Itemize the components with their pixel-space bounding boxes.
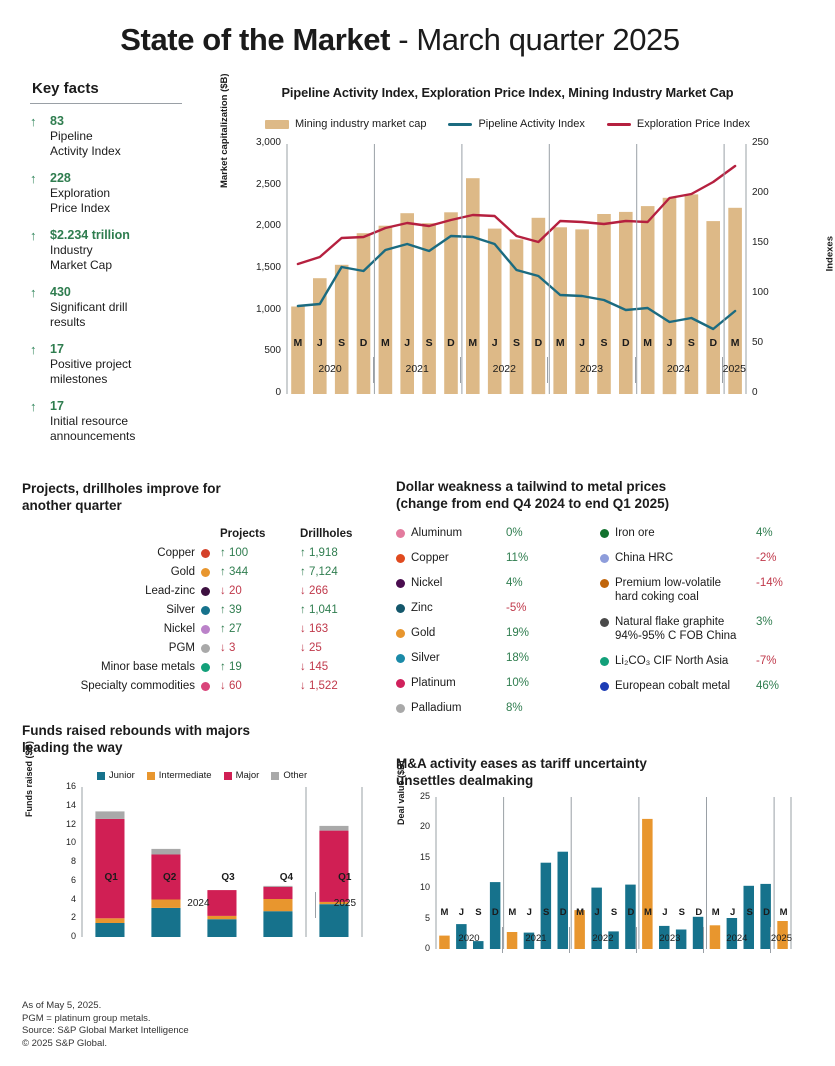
metal-label bbox=[600, 576, 756, 604]
x-tick-label: J bbox=[316, 337, 323, 349]
year-group-label: 2025 bbox=[315, 892, 374, 918]
metal-name: Silver bbox=[411, 652, 440, 664]
main-chart-legend bbox=[225, 118, 790, 130]
main-chart-title: Pipeline Activity Index, Exploration Price Index, Mining Industry Market Cap bbox=[281, 85, 734, 100]
legend-swatch bbox=[97, 772, 105, 780]
metal-change-value: 11% bbox=[506, 552, 529, 564]
year-group-label: 2025 bbox=[722, 357, 746, 383]
key-fact-label: Industry Market Cap bbox=[50, 243, 113, 272]
metal-label bbox=[396, 701, 506, 715]
main-chart-y-axis-label: Market capitalization ($B) bbox=[219, 73, 230, 188]
x-tick-label: D bbox=[359, 337, 368, 349]
metal-color-dot-icon bbox=[396, 604, 405, 613]
metal-label bbox=[396, 676, 506, 690]
year-group-label: 2022 bbox=[569, 927, 636, 953]
metal-color-dot-icon bbox=[600, 657, 609, 666]
trend-up-icon: ↑ bbox=[30, 114, 37, 129]
x-tick-label: M bbox=[576, 907, 585, 918]
metal-color-dot-icon bbox=[396, 704, 405, 713]
funds-raised-y-axis-label: Funds raised ($B) bbox=[24, 740, 34, 817]
key-fact-item bbox=[30, 285, 195, 329]
y-tick-label-right: 200 bbox=[752, 187, 769, 198]
y-tick-label: 2 bbox=[70, 912, 76, 923]
page-title bbox=[0, 0, 800, 58]
metal-color-dot-icon bbox=[396, 579, 405, 588]
x-tick-label: Q1 bbox=[338, 872, 352, 883]
legend-label: Other bbox=[283, 770, 308, 781]
metal-price-row bbox=[600, 615, 796, 643]
x-tick-label: M bbox=[711, 907, 720, 918]
table-row bbox=[22, 680, 382, 692]
funds-raised-panel bbox=[22, 722, 382, 972]
year-group-label: 2020 bbox=[318, 363, 342, 375]
legend-label: Junior bbox=[108, 770, 135, 781]
legend-swatch-line bbox=[448, 123, 472, 126]
trend-up-icon: ↑ bbox=[30, 228, 37, 243]
dollar-weakness-title-line1: Dollar weakness a tailwind to metal prices bbox=[396, 479, 667, 494]
drillholes-value: ↓ 1,522 bbox=[300, 680, 338, 692]
metal-label bbox=[396, 626, 506, 640]
projects-value: ↓ 3 bbox=[220, 642, 236, 654]
metal-color-dot-icon bbox=[396, 629, 405, 638]
y-tick-label: 15 bbox=[419, 851, 430, 862]
legend-label: Exploration Price Index bbox=[636, 118, 750, 130]
projects-table-body bbox=[22, 547, 382, 692]
metal-price-row bbox=[396, 551, 592, 565]
metal-name: Premium low-volatile hard coking coal bbox=[615, 577, 722, 603]
x-tick-label: S bbox=[513, 337, 521, 349]
metal-label bbox=[600, 679, 756, 693]
x-tick-label: Q4 bbox=[279, 872, 294, 883]
metal-change-value: 8% bbox=[506, 702, 523, 714]
drillholes-value: ↓ 163 bbox=[300, 623, 329, 635]
x-tick-label: D bbox=[559, 907, 567, 918]
key-fact-value: 83 bbox=[50, 114, 64, 128]
x-tick-label: S bbox=[610, 907, 618, 918]
metal-price-row bbox=[600, 679, 796, 693]
commodity-color-dot-icon bbox=[201, 606, 210, 615]
year-group-label: 2024 bbox=[187, 898, 210, 909]
x-tick-label: Q3 bbox=[221, 872, 235, 883]
y-tick-label: 5 bbox=[424, 912, 430, 923]
y-tick-label: 6 bbox=[70, 874, 76, 885]
x-tick-label: S bbox=[600, 337, 608, 349]
year-group-label: 2023 bbox=[636, 927, 703, 953]
year-group-label: 2021 bbox=[373, 357, 460, 383]
y-tick-label-right: 150 bbox=[752, 237, 769, 248]
metal-color-dot-icon bbox=[600, 554, 609, 563]
x-tick-label: J bbox=[404, 337, 411, 349]
metal-label bbox=[396, 601, 506, 615]
metal-label bbox=[600, 615, 756, 643]
metal-name: Copper bbox=[411, 552, 449, 564]
x-tick-label: M bbox=[643, 907, 652, 918]
x-tick-label: S bbox=[425, 337, 433, 349]
x-tick-label: S bbox=[475, 907, 482, 918]
y-tick-label-right: 0 bbox=[752, 387, 758, 398]
projects-column-header: Projects bbox=[220, 528, 266, 540]
commodity-label bbox=[22, 604, 220, 616]
commodity-label bbox=[22, 623, 220, 635]
year-group-label: 2022 bbox=[460, 357, 547, 383]
funds-raised-title: Funds raised rebounds with majors leading the way bbox=[22, 723, 251, 755]
drillholes-value: ↑ 7,124 bbox=[300, 566, 338, 578]
legend-label: Major bbox=[235, 770, 260, 781]
commodity-label bbox=[22, 547, 220, 559]
trend-up-icon: ↑ bbox=[30, 171, 37, 186]
metal-name: China HRC bbox=[615, 552, 674, 564]
legend-item bbox=[607, 118, 750, 130]
projects-value: ↑ 39 bbox=[220, 604, 242, 616]
metal-color-dot-icon bbox=[600, 579, 609, 588]
x-tick-label: M bbox=[555, 337, 565, 349]
x-tick-label: M bbox=[508, 907, 517, 918]
y-tick-label: 0 bbox=[424, 943, 430, 953]
x-tick-label: D bbox=[491, 907, 499, 918]
dollar-weakness-left-column bbox=[396, 526, 592, 726]
y-tick-label: 2,000 bbox=[255, 220, 281, 232]
footer-line-pgm: PGM = platinum group metals. bbox=[22, 1012, 151, 1024]
x-tick-label: S bbox=[543, 907, 550, 918]
x-tick-label: J bbox=[458, 907, 465, 918]
commodity-label bbox=[22, 642, 220, 654]
trend-up-icon: ↑ bbox=[30, 285, 37, 300]
projects-table-header bbox=[22, 528, 382, 540]
metal-price-row bbox=[396, 576, 592, 590]
table-row bbox=[22, 547, 382, 559]
funds-raised-year-row bbox=[82, 892, 374, 918]
commodity-color-dot-icon bbox=[201, 587, 210, 596]
key-facts-heading: Key facts bbox=[32, 80, 99, 97]
metal-label bbox=[600, 551, 756, 565]
commodity-name: Silver bbox=[166, 604, 195, 616]
dollar-weakness-columns bbox=[396, 526, 796, 726]
y-tick-label-right: 250 bbox=[752, 137, 769, 148]
y-tick-label: 16 bbox=[65, 781, 76, 791]
metal-change-value: -5% bbox=[506, 602, 527, 614]
metal-price-row bbox=[600, 551, 796, 565]
projects-value: ↓ 60 bbox=[220, 680, 242, 692]
metal-label bbox=[396, 551, 506, 565]
key-fact-label: Significant drill results bbox=[50, 300, 128, 329]
page-title-dash: - bbox=[390, 22, 417, 57]
main-chart-x-tick-row bbox=[287, 337, 746, 353]
drillholes-column-header: Drillholes bbox=[300, 528, 353, 540]
year-group-label: 2021 bbox=[502, 927, 569, 953]
drillholes-value: ↑ 1,041 bbox=[300, 604, 338, 616]
mna-x-axis bbox=[436, 907, 792, 955]
metal-label bbox=[396, 651, 506, 665]
x-tick-label: S bbox=[338, 337, 346, 349]
footer-line-as-of: As of May 5, 2025. bbox=[22, 1000, 102, 1011]
metal-price-row bbox=[600, 576, 796, 604]
x-tick-label: M bbox=[468, 337, 478, 349]
metal-label bbox=[396, 526, 506, 540]
x-tick-label: Q2 bbox=[162, 872, 177, 883]
legend-label: Pipeline Activity Index bbox=[478, 118, 585, 130]
key-fact-value: 430 bbox=[50, 285, 71, 299]
x-tick-label: D bbox=[709, 337, 718, 349]
x-tick-label: D bbox=[627, 907, 635, 918]
metal-change-value: 4% bbox=[756, 527, 773, 539]
projects-value: ↓ 20 bbox=[220, 585, 242, 597]
legend-item bbox=[97, 770, 135, 781]
metal-name: Palladium bbox=[411, 702, 462, 714]
key-fact-value: $2.234 trillion bbox=[50, 228, 130, 242]
key-fact-label: Pipeline Activity Index bbox=[50, 129, 121, 158]
metal-color-dot-icon bbox=[600, 529, 609, 538]
key-facts-divider bbox=[30, 103, 182, 104]
metal-price-row bbox=[396, 526, 592, 540]
metal-label bbox=[600, 654, 756, 668]
drillholes-value: ↑ 1,918 bbox=[300, 547, 338, 559]
metal-change-value: 10% bbox=[506, 677, 530, 689]
mna-year-row bbox=[436, 927, 792, 953]
x-tick-label: D bbox=[763, 907, 771, 918]
commodity-name: Gold bbox=[170, 566, 195, 578]
metal-name: Aluminum bbox=[411, 527, 463, 539]
metal-change-value: -14% bbox=[756, 577, 783, 589]
commodity-color-dot-icon bbox=[201, 644, 210, 653]
legend-swatch bbox=[271, 772, 279, 780]
y-tick-label: 0 bbox=[70, 931, 76, 941]
projects-title: Projects, drillholes improve for another quarter bbox=[22, 481, 221, 513]
metal-name: Gold bbox=[411, 627, 436, 639]
commodity-name: PGM bbox=[168, 642, 195, 654]
legend-swatch bbox=[224, 772, 232, 780]
key-fact-label: Initial resource announcements bbox=[50, 414, 136, 443]
y-tick-label: 0 bbox=[275, 387, 281, 398]
metal-change-value: 4% bbox=[506, 577, 523, 589]
projects-panel bbox=[22, 480, 382, 692]
main-chart bbox=[219, 73, 835, 455]
metal-price-row bbox=[396, 601, 592, 615]
mna-panel bbox=[396, 755, 796, 977]
metal-price-row bbox=[396, 676, 592, 690]
year-group-label: 2020 bbox=[458, 933, 480, 944]
commodity-label bbox=[22, 566, 220, 578]
drillholes-value: ↓ 145 bbox=[300, 661, 329, 673]
projects-value: ↑ 27 bbox=[220, 623, 242, 635]
metal-name: Iron ore bbox=[615, 527, 655, 539]
x-tick-label: J bbox=[491, 337, 498, 349]
metal-label bbox=[600, 526, 756, 540]
legend-item bbox=[147, 770, 212, 781]
metal-change-value: -2% bbox=[756, 552, 777, 564]
x-tick-label: M bbox=[440, 907, 449, 918]
metal-name: European cobalt metal bbox=[615, 680, 731, 692]
metal-change-value: 0% bbox=[506, 527, 523, 539]
legend-swatch-bar bbox=[265, 120, 289, 129]
drillholes-value: ↓ 266 bbox=[300, 585, 329, 597]
table-row bbox=[22, 623, 382, 635]
footer-line-copyright: © 2025 S&P Global. bbox=[22, 1037, 107, 1049]
commodity-label bbox=[22, 680, 220, 692]
legend-item bbox=[224, 770, 260, 781]
y-tick-label: 14 bbox=[65, 799, 76, 810]
y-tick-label-right: 100 bbox=[752, 287, 769, 298]
x-tick-label: M bbox=[643, 337, 653, 349]
table-row bbox=[22, 585, 382, 597]
x-tick-label: S bbox=[687, 337, 695, 349]
funds-raised-x-axis bbox=[82, 872, 374, 922]
dollar-weakness-right-column bbox=[600, 526, 796, 726]
projects-value: ↑ 344 bbox=[220, 566, 249, 578]
y-tick-label: 2,500 bbox=[255, 178, 281, 190]
trend-up-icon: ↑ bbox=[30, 342, 37, 357]
key-fact-item bbox=[30, 171, 195, 215]
key-facts-panel bbox=[30, 80, 195, 456]
y-tick-label: 1,500 bbox=[255, 262, 281, 273]
x-tick-label: M bbox=[730, 337, 740, 349]
commodity-color-dot-icon bbox=[201, 625, 210, 634]
y-tick-label: 25 bbox=[419, 791, 430, 801]
x-tick-label: M bbox=[779, 907, 788, 918]
legend-swatch bbox=[147, 772, 155, 780]
metal-color-dot-icon bbox=[396, 554, 405, 563]
y-tick-label: 3,000 bbox=[255, 137, 281, 148]
legend-label: Mining industry market cap bbox=[295, 118, 427, 130]
x-tick-label: M bbox=[380, 337, 390, 349]
key-fact-value: 17 bbox=[50, 399, 64, 413]
x-tick-label: J bbox=[662, 907, 668, 918]
dollar-weakness-panel bbox=[396, 478, 796, 726]
metal-change-value: 19% bbox=[506, 627, 530, 639]
trend-up-icon: ↑ bbox=[30, 399, 37, 414]
year-group-label: 2024 bbox=[635, 357, 722, 383]
footer-line-source: Source: S&P Global Market Intelligence bbox=[22, 1025, 189, 1036]
y-tick-label: 4 bbox=[70, 893, 76, 904]
funds-raised-x-tick-row bbox=[82, 872, 374, 888]
page-title-light: March quarter 2025 bbox=[416, 22, 680, 57]
metal-price-row bbox=[600, 654, 796, 668]
footer bbox=[22, 1000, 189, 1050]
key-fact-value: 17 bbox=[50, 342, 64, 356]
commodity-color-dot-icon bbox=[201, 549, 210, 558]
metal-name: Zinc bbox=[411, 602, 433, 614]
metal-name: Natural flake graphite 94%-95% C FOB China bbox=[615, 616, 737, 642]
y-tick-label: 12 bbox=[65, 818, 76, 829]
funds-raised-legend bbox=[22, 770, 382, 781]
metal-change-value: 46% bbox=[756, 680, 780, 692]
y-tick-label: 10 bbox=[419, 882, 430, 893]
table-row bbox=[22, 604, 382, 616]
metal-color-dot-icon bbox=[396, 654, 405, 663]
projects-value: ↑ 100 bbox=[220, 547, 249, 559]
key-fact-label: Exploration Price Index bbox=[50, 186, 111, 215]
metal-color-dot-icon bbox=[600, 618, 609, 627]
mna-x-tick-row bbox=[436, 907, 792, 923]
key-fact-item bbox=[30, 342, 195, 386]
key-fact-item bbox=[30, 399, 195, 443]
projects-value: ↑ 19 bbox=[220, 661, 242, 673]
x-tick-label: S bbox=[678, 907, 685, 918]
legend-item bbox=[265, 118, 426, 130]
x-tick-label: J bbox=[579, 337, 586, 349]
legend-swatch-line bbox=[607, 123, 631, 126]
dollar-weakness-title-line2: (change from end Q4 2024 to end Q1 2025) bbox=[396, 496, 670, 511]
key-fact-item bbox=[30, 228, 195, 272]
commodity-name: Specialty commodities bbox=[80, 680, 195, 692]
y-tick-label: 20 bbox=[419, 821, 430, 832]
year-group-label: 2024 bbox=[703, 927, 770, 953]
main-chart-y-axis-right-label: Indexes bbox=[824, 236, 835, 272]
y-tick-label: 10 bbox=[65, 837, 76, 848]
commodity-name: Nickel bbox=[163, 623, 195, 635]
x-tick-label: J bbox=[594, 907, 600, 918]
x-tick-label: J bbox=[730, 907, 736, 918]
key-fact-label: Positive project milestones bbox=[50, 357, 132, 386]
metal-price-row bbox=[600, 526, 796, 540]
x-tick-label: D bbox=[534, 337, 543, 349]
metal-price-row bbox=[396, 626, 592, 640]
metal-color-dot-icon bbox=[396, 529, 405, 538]
commodity-label bbox=[22, 585, 220, 597]
commodity-name: Copper bbox=[157, 547, 195, 559]
metal-name: Li₂CO₃ CIF North Asia bbox=[615, 655, 729, 667]
table-row bbox=[22, 642, 382, 654]
main-chart-x-axis bbox=[287, 337, 746, 381]
key-facts-list bbox=[30, 114, 195, 443]
commodity-name: Lead-zinc bbox=[145, 585, 195, 597]
legend-item bbox=[448, 118, 584, 130]
metal-label bbox=[396, 576, 506, 590]
metal-price-row bbox=[396, 651, 592, 665]
commodity-label bbox=[22, 661, 220, 673]
y-tick-label-right: 50 bbox=[752, 337, 764, 348]
x-tick-label: D bbox=[695, 907, 703, 918]
x-tick-label: Q1 bbox=[104, 872, 118, 883]
key-fact-item bbox=[30, 114, 195, 158]
y-tick-label: 1,000 bbox=[255, 303, 281, 315]
metal-color-dot-icon bbox=[396, 679, 405, 688]
legend-label: Intermediate bbox=[158, 770, 212, 781]
commodity-color-dot-icon bbox=[201, 663, 210, 672]
metal-price-row bbox=[396, 701, 592, 715]
commodity-color-dot-icon bbox=[201, 682, 210, 691]
page-title-bold: State of the Market bbox=[120, 22, 391, 57]
mna-title: M&A activity eases as tariff uncertainty unsettles dealmaking bbox=[396, 756, 647, 788]
x-tick-label: M bbox=[293, 337, 303, 349]
x-tick-label: J bbox=[526, 907, 532, 918]
x-tick-label: S bbox=[746, 907, 753, 918]
y-tick-label: 8 bbox=[70, 856, 76, 866]
metal-change-value: 18% bbox=[506, 652, 530, 664]
commodity-color-dot-icon bbox=[201, 568, 210, 577]
y-tick-label: 500 bbox=[264, 345, 281, 357]
x-tick-label: D bbox=[622, 337, 630, 349]
x-tick-label: D bbox=[447, 337, 455, 349]
year-group-label: 2025 bbox=[770, 927, 792, 953]
key-fact-value: 228 bbox=[50, 171, 71, 185]
metal-name: Nickel bbox=[411, 577, 443, 589]
commodity-name: Minor base metals bbox=[101, 661, 195, 673]
mna-y-axis-label: Deal value ($B) bbox=[396, 760, 406, 825]
metal-change-value: -7% bbox=[756, 655, 777, 667]
table-row bbox=[22, 566, 382, 578]
metal-name: Platinum bbox=[411, 677, 456, 689]
metal-change-value: 3% bbox=[756, 616, 773, 628]
drillholes-value: ↓ 25 bbox=[300, 642, 322, 654]
legend-item bbox=[271, 770, 307, 781]
main-chart-year-row bbox=[287, 357, 746, 383]
metal-color-dot-icon bbox=[600, 682, 609, 691]
x-tick-label: J bbox=[666, 337, 673, 349]
table-row bbox=[22, 661, 382, 673]
year-group-label: 2023 bbox=[547, 357, 634, 383]
